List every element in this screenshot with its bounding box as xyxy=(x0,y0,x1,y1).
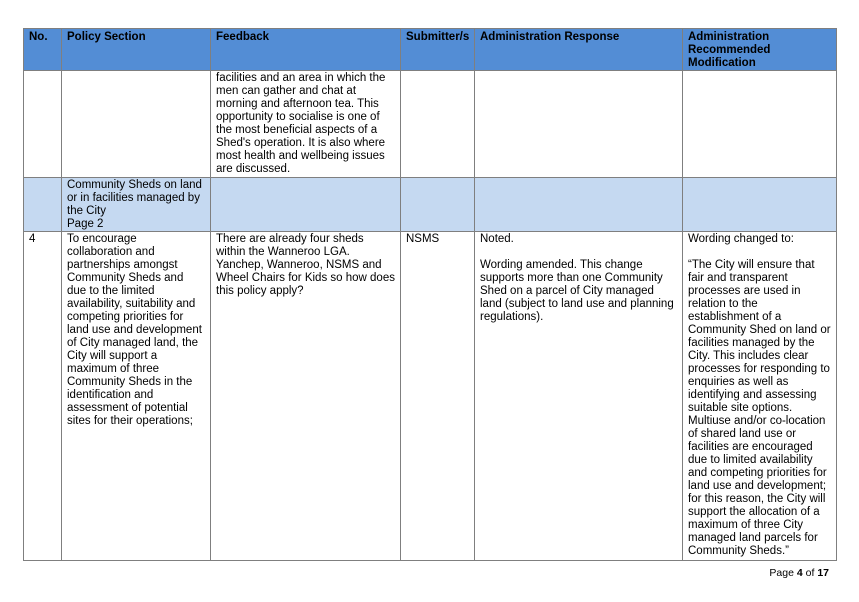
section-title: Community Sheds on land or in facilities managed by the City xyxy=(67,179,202,217)
header-policy-section: Policy Section xyxy=(62,29,211,71)
cell-admin-response xyxy=(475,178,683,232)
section-title-cell xyxy=(62,178,211,232)
page-footer xyxy=(769,567,829,579)
modification-text: “The City will ensure that fair and transparent processes are used in relation to the establishment of a Community Shed on land or facilities managed by the City. This includes clear processes for responding to enquiries as well as identifying and assessing suitable site options. Multiuse and/or co-location of shared land use or facilities are encouraged due to limited availability and competing priorities for land use and development; for this reason, the City will support the allocation of a maximum of three City managed land parcels for Community Sheds.” xyxy=(688,259,831,557)
footer-page-label: Page xyxy=(769,567,794,579)
cell-feedback: facilities and an area in which the men can gather and chat at morning and afternoon tea. This opportunity to socialise is one of the most beneficial aspects of a Shed's operation. It is also where most health and wellbeing issues are discussed. xyxy=(211,71,401,178)
feedback-table xyxy=(23,28,837,561)
cell-admin-modification xyxy=(683,232,837,561)
header-submitters: Submitter/s xyxy=(401,29,475,71)
cell-admin-modification xyxy=(683,71,837,178)
footer-total-pages: 17 xyxy=(817,567,829,579)
header-feedback: Feedback xyxy=(211,29,401,71)
modification-intro: Wording changed to: xyxy=(688,233,794,245)
cell-policy-section: To encourage collaboration and partnerships amongst Community Sheds and due to the limited availability, suitability and competing priorities for land use and development of City managed land, the City will support a maximum of three Community Sheds in the identification and assessment of potential sites for their operations; xyxy=(62,232,211,561)
cell-feedback: There are already four sheds within the Wanneroo LGA. Yanchep, Wanneroo, NSMS and Wheel Chairs for Kids so how does this policy apply? xyxy=(211,232,401,561)
cell-submitter xyxy=(401,71,475,178)
table-header-row xyxy=(24,29,837,71)
section-page-ref: Page 2 xyxy=(67,218,104,230)
cell-admin-response xyxy=(475,232,683,561)
response-noted: Noted. xyxy=(480,233,514,245)
header-admin-response: Administration Response xyxy=(475,29,683,71)
header-admin-modification: Administration Recommended Modification xyxy=(683,29,837,71)
response-detail: Wording amended. This change supports more than one Community Shed on a parcel of City managed land (subject to land use and planning regulations). xyxy=(480,259,674,323)
cell-policy-section xyxy=(62,71,211,178)
cell-no xyxy=(24,71,62,178)
cell-no: 4 xyxy=(24,232,62,561)
cell-submitter xyxy=(401,178,475,232)
header-no: No. xyxy=(24,29,62,71)
footer-page-number: 4 xyxy=(796,567,803,579)
table-row xyxy=(24,232,837,561)
cell-feedback xyxy=(211,178,401,232)
section-row xyxy=(24,178,837,232)
cell-no xyxy=(24,178,62,232)
cell-admin-modification xyxy=(683,178,837,232)
footer-of-label: of xyxy=(805,567,815,579)
cell-admin-response xyxy=(475,71,683,178)
cell-submitter: NSMS xyxy=(401,232,475,561)
table-row xyxy=(24,71,837,178)
